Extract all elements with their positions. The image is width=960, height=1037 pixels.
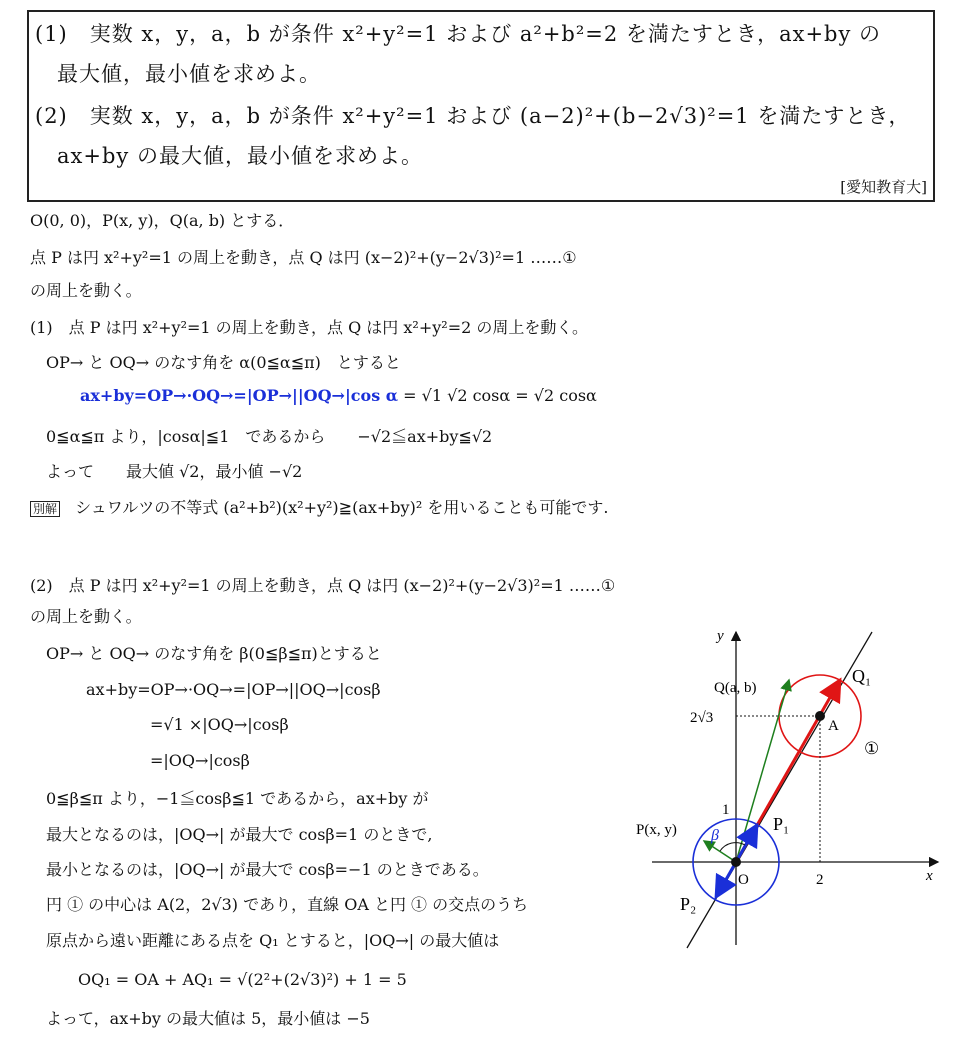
y-axis-label: y [717,628,724,644]
problem-box [27,10,935,202]
problem-1-line-2: 最大値，最小値を求めよ。 [57,62,321,86]
intro-line-3: の周上を動く。 [30,281,142,300]
alt-solution-label: 別解 [30,501,60,517]
intro-line-2: 点 P は円 x²+y²=1 の周上を動き，点 Q は円 (x−2)²+(y−2√3)²=1 ……① [30,248,577,267]
part2-line-1: (2) 点 P は円 x²+y²=1 の周上を動き，点 Q は円 (x−2)²+(y−2√3)²=1 ……① [30,576,616,595]
vector-op2 [716,862,736,897]
origin-label: O [738,872,749,888]
intro-line-1: O(0, 0)，P(x, y)，Q(a, b) とする． [30,211,295,230]
p1-label: P₁ [773,814,790,834]
part1-alt [30,495,608,518]
part2-line-6: =|OQ→|cosβ [150,751,250,770]
part2-line-9: 最小となるのは，|OQ→| が最大で cosβ=−1 のときである。 [46,860,489,879]
part2-line-4: ax+by=OP→·OQ→=|OP→||OQ→|cosβ [86,680,381,699]
problem-1-line-1: (1) 実数 x，y，a，b が条件 x²+y²=1 および a²+b²=2 を満たすとき，ax+by の [35,22,882,46]
beta-label: β [711,827,719,844]
part1-line-3 [80,386,597,405]
part2-line-5: =√1 ×|OQ→|cosβ [150,715,289,734]
vector-op [704,841,736,862]
part1-line-2: OP→ と OQ→ のなす角を α(0≦α≦π) とすると [46,353,401,372]
center-a-point [815,711,825,721]
q-label: Q(a, b) [714,680,757,696]
circle-1-label: ① [864,739,880,758]
x-tick-2: 2 [816,872,824,888]
part1-line-5: よって 最大値 √2，最小値 −√2 [46,462,303,481]
p-label: P(x, y) [636,822,677,838]
geometry-figure [600,620,950,960]
part2-line-12: OQ₁ = OA + AQ₁ = √(2²+(2√3)²) + 1 = 5 [78,970,407,989]
part1-line-4: 0≦α≦π より，|cosα|≦1 であるから −√2≦ax+by≦√2 [46,427,493,446]
vector-oq [736,680,789,862]
part1-dot-product-rest: = √1 √2 cosα = √2 cosα [398,386,597,405]
p2-label: P₂ [680,894,697,914]
alt-solution-text: シュワルツの不等式 (a²+b²)(x²+y²)≧(ax+by)² を用いることも可能です. [75,498,609,517]
part2-line-11: 原点から遠い距離にある点を Q₁ とすると，|OQ→| の最大値は [46,931,500,950]
x-axis-label: x [926,868,933,884]
part1-line-1: (1) 点 P は円 x²+y²=1 の周上を動き，点 Q は円 x²+y²=2 の周上を動く。 [30,318,589,337]
problem-2-line-1: (2) 実数 x，y，a，b が条件 x²+y²=1 および (a−2)²+(b−2√3)²=1 を満たすとき， [35,104,911,128]
part2-line-2: の周上を動く。 [30,607,142,626]
problem-source: [愛知教育大] [840,178,927,196]
origin-point [731,857,741,867]
y-tick-2sqrt3: 2√3 [690,710,714,726]
a-label: A [828,718,839,734]
part2-line-13: よって，ax+by の最大値は 5，最小値は −5 [46,1009,370,1028]
part2-line-3: OP→ と OQ→ のなす角を β(0≦β≦π)とすると [46,644,382,663]
part2-line-10: 円 ① の中心は A(2，2√3) であり，直線 OA と円 ① の交点のうち [46,895,529,914]
y-tick-1: 1 [722,802,730,818]
part1-dot-product-blue: ax+by=OP→·OQ→=|OP→||OQ→|cos α [80,386,399,405]
problem-2-line-2: ax+by の最大値，最小値を求めよ。 [57,144,423,168]
q1-label: Q₁ [852,666,872,686]
vector-op1 [736,825,757,862]
part2-line-8: 最大となるのは，|OQ→| が最大で cosβ=1 のときで, [46,825,433,844]
part2-line-7: 0≦β≦π より，−1≦cosβ≦1 であるから，ax+by が [46,789,429,808]
